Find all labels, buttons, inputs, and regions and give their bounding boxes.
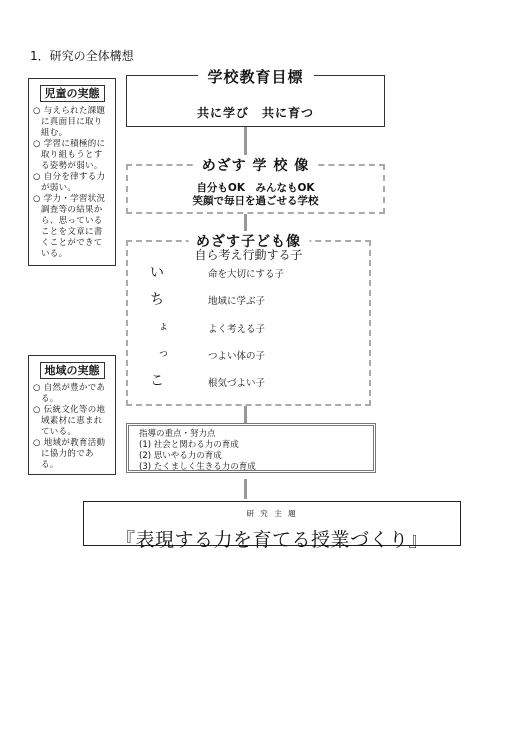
guidance-item: (3) たくましく生きる力の育成 — [139, 462, 256, 472]
school-goal-box — [126, 68, 385, 127]
connector-line — [244, 479, 247, 499]
list-item: ○ 与えられた課題に真面目に取り組む。 — [33, 106, 106, 138]
acrostic-char: ょ — [158, 319, 169, 332]
community-reality-heading: 地域の実態 — [40, 362, 105, 379]
acrostic-char: こ — [150, 373, 164, 389]
child-image-subtitle: 自ら考え行動する子 — [194, 248, 303, 262]
list-item: ○ 学習に積極的に取り組もうとする姿勢が弱い。 — [33, 139, 106, 171]
guidance-item: (2) 思いやる力の育成 — [139, 451, 222, 461]
research-theme-label: 研 究 主 題 — [246, 509, 298, 518]
list-item: ○ 自分を律する力が弱い。 — [33, 172, 106, 193]
child-image-box — [126, 234, 371, 406]
section-title: 1．研究の全体構想 — [30, 49, 134, 63]
child-trait-text: 地域に学ぶ子 — [208, 296, 266, 307]
research-theme-box — [83, 501, 461, 551]
child-trait-text: つよい体の子 — [208, 351, 266, 362]
guidance-item: (1) 社会と関わる力の育成 — [139, 440, 239, 450]
acrostic-char: ち — [150, 292, 164, 308]
school-image-box — [126, 158, 385, 214]
list-item: ○ 地域が教育活動に協力的である。 — [33, 438, 106, 470]
acrostic-char: っ — [158, 346, 169, 359]
research-theme-title: 『表現する力を育てる授業づくり』 — [115, 529, 428, 551]
school-goal-title: 学校教育目標 — [197, 66, 313, 87]
child-image-title: めざす子ども像 — [188, 231, 309, 251]
acrostic-char: い — [150, 265, 164, 281]
guidance-box — [126, 423, 376, 473]
school-image-line2: 笑顔で毎日を過ごせる学校 — [192, 195, 319, 207]
community-reality-box — [28, 355, 116, 475]
school-image-line1: 自分もOK みんなもOK — [196, 182, 315, 194]
community-reality-list — [29, 383, 115, 471]
list-item: ○ 学力・学習状況調査等の結果から、思っていることを文章に書くことができている。 — [33, 194, 106, 259]
list-item: ○ 伝統文化等の地域素材に恵まれている。 — [33, 405, 106, 437]
list-item: ○ 自然が豊かである。 — [33, 383, 106, 404]
children-reality-list — [29, 106, 115, 260]
children-reality-box — [28, 78, 116, 266]
school-image-title: めざす 学 校 像 — [194, 155, 318, 175]
child-trait-text: 命を大切にする子 — [208, 269, 285, 280]
connector-line — [244, 404, 247, 424]
school-goal-subtitle: 共に学び 共に育つ — [196, 106, 314, 120]
guidance-heading: 指導の重点・努力点 — [139, 429, 216, 439]
children-reality-heading: 児童の実態 — [40, 85, 105, 102]
child-trait-text: 根気づよい子 — [208, 378, 266, 389]
child-trait-text: よく考える子 — [208, 324, 266, 335]
